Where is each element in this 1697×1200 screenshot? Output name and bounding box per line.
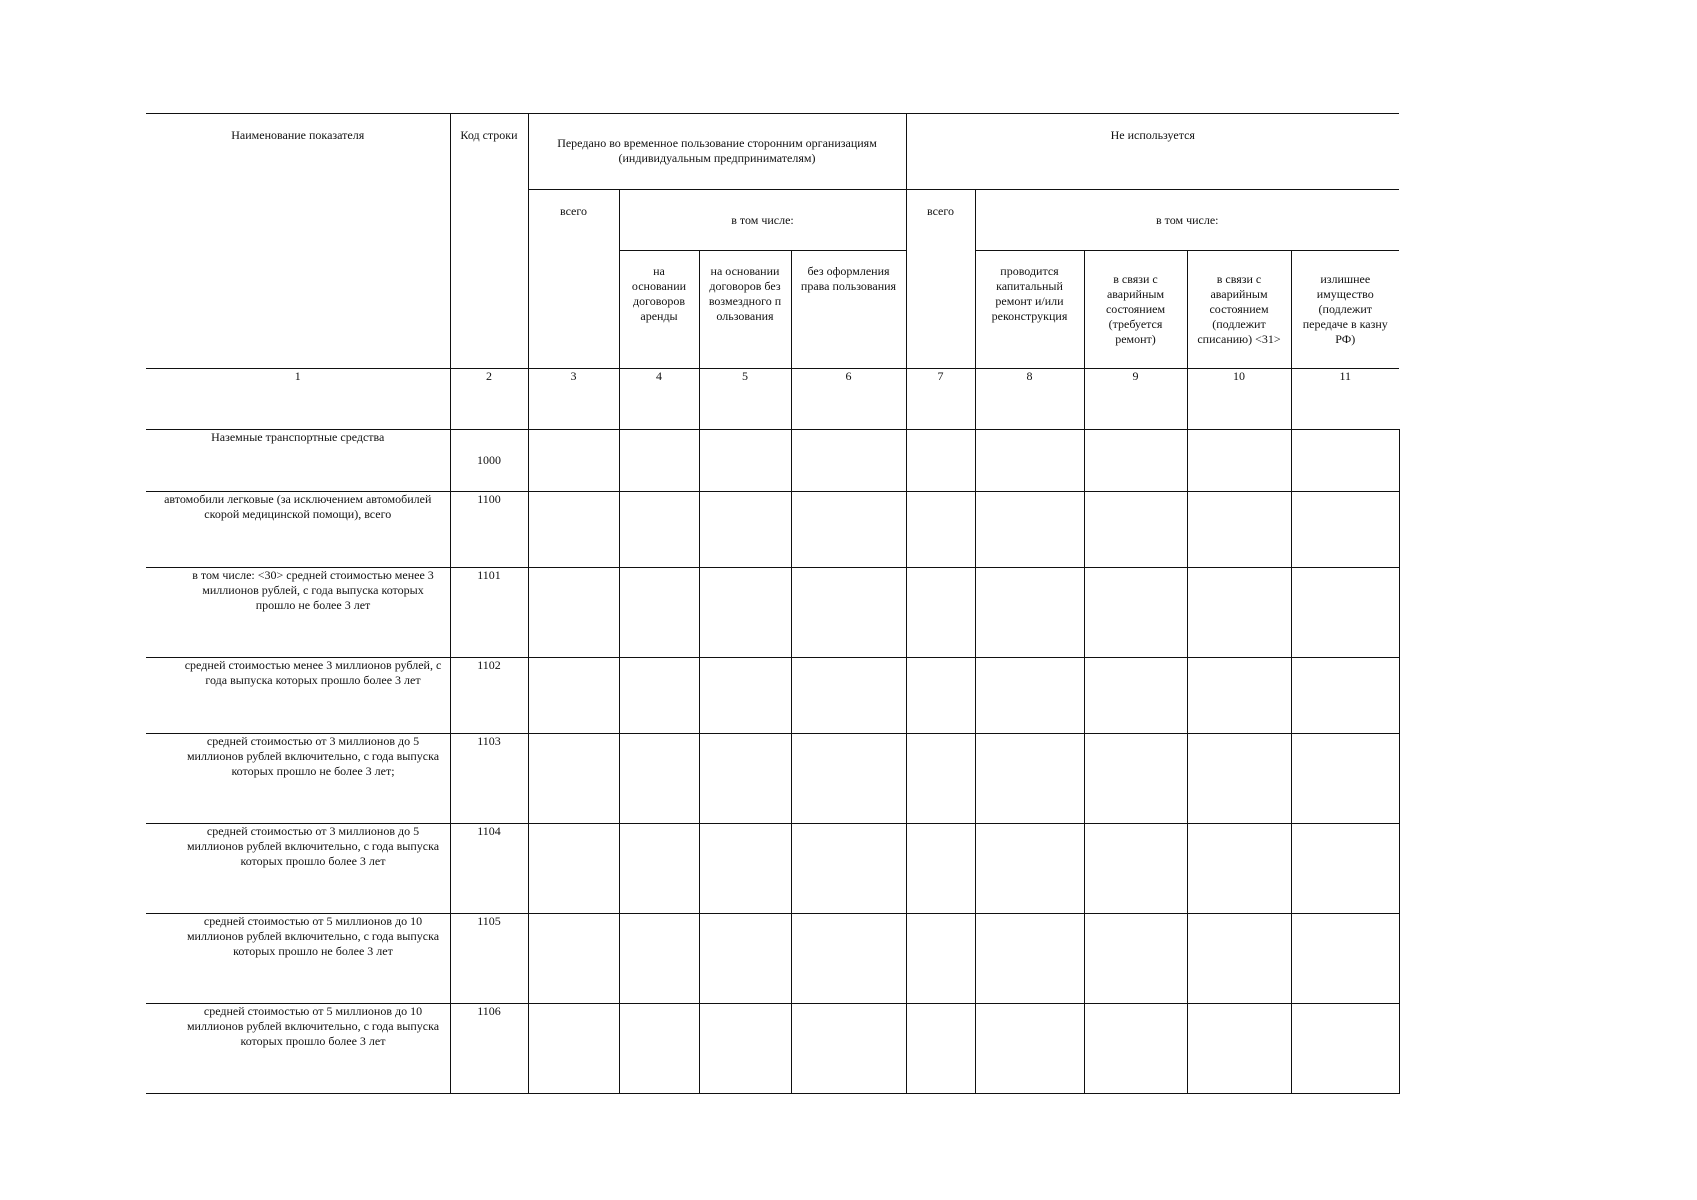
value-cell[interactable] — [1187, 824, 1291, 914]
value-cell[interactable] — [1084, 430, 1187, 492]
column-number: 9 — [1084, 369, 1187, 430]
value-cell[interactable] — [528, 1004, 619, 1094]
value-cell[interactable] — [619, 734, 699, 824]
value-cell[interactable] — [528, 492, 619, 568]
header-group-unused: Не используется — [906, 114, 1399, 190]
column-number: 10 — [1187, 369, 1291, 430]
value-cell[interactable] — [1084, 568, 1187, 658]
table-row — [146, 568, 1399, 658]
value-cell[interactable] — [528, 430, 619, 492]
value-cell[interactable] — [528, 914, 619, 1004]
header-sub-surplus: излишнее имущество (подлежит передаче в казну РФ) — [1291, 251, 1399, 369]
column-number: 8 — [975, 369, 1084, 430]
value-cell[interactable] — [619, 568, 699, 658]
value-cell[interactable] — [528, 824, 619, 914]
value-cell[interactable] — [528, 658, 619, 734]
value-cell[interactable] — [1084, 824, 1187, 914]
value-cell[interactable] — [1291, 1004, 1399, 1094]
header-code: Код строки — [450, 114, 528, 369]
value-cell[interactable] — [619, 658, 699, 734]
table-row — [146, 492, 1399, 568]
value-cell[interactable] — [1084, 734, 1187, 824]
column-number: 5 — [699, 369, 791, 430]
row-code: 1102 — [450, 658, 528, 734]
value-cell[interactable] — [906, 734, 975, 824]
value-cell[interactable] — [619, 430, 699, 492]
table-row — [146, 914, 1399, 1004]
row-name: средней стоимостью от 5 миллионов до 10 миллионов рублей включительно, с года выпуска которых прошло более 3 лет — [146, 1004, 450, 1094]
value-cell[interactable] — [975, 430, 1084, 492]
header-transferred-including: в том числе: — [619, 190, 906, 251]
table-row — [146, 734, 1399, 824]
header-sub-free-use: на основании договоров безвозмездного пользования — [699, 251, 791, 369]
table-row — [146, 430, 1399, 492]
value-cell[interactable] — [619, 824, 699, 914]
row-code: 1103 — [450, 734, 528, 824]
value-cell[interactable] — [975, 658, 1084, 734]
value-cell[interactable] — [1084, 1004, 1187, 1094]
value-cell[interactable] — [906, 824, 975, 914]
header-sub-capital-repair: проводится капитальный ремонт и/или реконструкция — [975, 251, 1084, 369]
value-cell[interactable] — [1084, 658, 1187, 734]
value-cell[interactable] — [791, 658, 906, 734]
column-number: 6 — [791, 369, 906, 430]
table-row — [146, 824, 1399, 914]
value-cell[interactable] — [1187, 658, 1291, 734]
value-cell[interactable] — [699, 824, 791, 914]
value-cell[interactable] — [791, 492, 906, 568]
value-cell[interactable] — [975, 734, 1084, 824]
value-cell[interactable] — [1187, 492, 1291, 568]
row-code: 1106 — [450, 1004, 528, 1094]
header-sub-lease: на основании договоров аренды — [619, 251, 699, 369]
row-name: в том числе: <30> средней стоимостью менее 3 миллионов рублей, с года выпуска которых прошло не более 3 лет — [146, 568, 450, 658]
value-cell[interactable] — [975, 824, 1084, 914]
value-cell[interactable] — [1084, 914, 1187, 1004]
row-name: средней стоимостью от 3 миллионов до 5 миллионов рублей включительно, с года выпуска которых прошло не более 3 лет; — [146, 734, 450, 824]
property-usage-table — [146, 113, 1400, 1094]
value-cell[interactable] — [699, 1004, 791, 1094]
value-cell[interactable] — [1291, 430, 1399, 492]
value-cell[interactable] — [906, 1004, 975, 1094]
value-cell[interactable] — [975, 568, 1084, 658]
column-number: 7 — [906, 369, 975, 430]
value-cell[interactable] — [1187, 1004, 1291, 1094]
row-code: 1105 — [450, 914, 528, 1004]
column-number: 11 — [1291, 369, 1399, 430]
value-cell[interactable] — [1187, 734, 1291, 824]
value-cell[interactable] — [619, 1004, 699, 1094]
value-cell[interactable] — [906, 568, 975, 658]
value-cell[interactable] — [791, 430, 906, 492]
value-cell[interactable] — [975, 492, 1084, 568]
value-cell[interactable] — [906, 658, 975, 734]
value-cell[interactable] — [699, 914, 791, 1004]
value-cell[interactable] — [975, 914, 1084, 1004]
row-name: средней стоимостью менее 3 миллионов рублей, с года выпуска которых прошло более 3 лет — [146, 658, 450, 734]
row-code: 1101 — [450, 568, 528, 658]
header-name: Наименование показателя — [146, 114, 450, 369]
header-sub-no-rights: без оформления права пользования — [791, 251, 906, 369]
value-cell[interactable] — [906, 914, 975, 1004]
value-cell[interactable] — [1291, 824, 1399, 914]
value-cell[interactable] — [699, 658, 791, 734]
value-cell[interactable] — [791, 568, 906, 658]
row-name: автомобили легковые (за исключением автомобилей скорой медицинской помощи), всего — [146, 492, 450, 568]
value-cell[interactable] — [699, 430, 791, 492]
value-cell[interactable] — [1291, 568, 1399, 658]
column-numbers-row — [146, 369, 1399, 430]
value-cell[interactable] — [791, 1004, 906, 1094]
value-cell[interactable] — [699, 568, 791, 658]
header-unused-total: всего — [906, 190, 975, 369]
row-code: 1104 — [450, 824, 528, 914]
value-cell[interactable] — [1291, 734, 1399, 824]
value-cell[interactable] — [528, 734, 619, 824]
column-number: 1 — [146, 369, 450, 430]
header-unused-including: в том числе: — [975, 190, 1399, 251]
value-cell[interactable] — [975, 1004, 1084, 1094]
value-cell[interactable] — [1084, 492, 1187, 568]
table-row — [146, 1004, 1399, 1094]
value-cell[interactable] — [1291, 492, 1399, 568]
header-sub-emergency-repair: в связи с аварийным состоянием (требуется ремонт) — [1084, 251, 1187, 369]
value-cell[interactable] — [1187, 568, 1291, 658]
value-cell[interactable] — [528, 568, 619, 658]
value-cell[interactable] — [619, 492, 699, 568]
value-cell[interactable] — [699, 492, 791, 568]
value-cell[interactable] — [699, 734, 791, 824]
header-sub-emergency-writeoff: в связи с аварийным состоянием (подлежит списанию) <31> — [1187, 251, 1291, 369]
value-cell[interactable] — [1187, 430, 1291, 492]
row-name: средней стоимостью от 5 миллионов до 10 миллионов рублей включительно, с года выпуска которых прошло не более 3 лет — [146, 914, 450, 1004]
row-code: 1000 — [450, 430, 528, 492]
value-cell[interactable] — [1291, 658, 1399, 734]
column-number: 4 — [619, 369, 699, 430]
column-number: 3 — [528, 369, 619, 430]
table-row — [146, 658, 1399, 734]
row-name: средней стоимостью от 3 миллионов до 5 миллионов рублей включительно, с года выпуска которых прошло более 3 лет — [146, 824, 450, 914]
value-cell[interactable] — [619, 914, 699, 1004]
header-group-transferred: Передано во временное пользование сторонним организациям (индивидуальным предпринимателям) — [528, 114, 906, 190]
value-cell[interactable] — [791, 914, 906, 1004]
header-transferred-total: всего — [528, 190, 619, 369]
value-cell[interactable] — [906, 430, 975, 492]
column-number: 2 — [450, 369, 528, 430]
value-cell[interactable] — [791, 824, 906, 914]
row-name: Наземные транспортные средства — [146, 430, 450, 492]
value-cell[interactable] — [1187, 914, 1291, 1004]
value-cell[interactable] — [1291, 914, 1399, 1004]
row-code: 1100 — [450, 492, 528, 568]
value-cell[interactable] — [906, 492, 975, 568]
value-cell[interactable] — [791, 734, 906, 824]
